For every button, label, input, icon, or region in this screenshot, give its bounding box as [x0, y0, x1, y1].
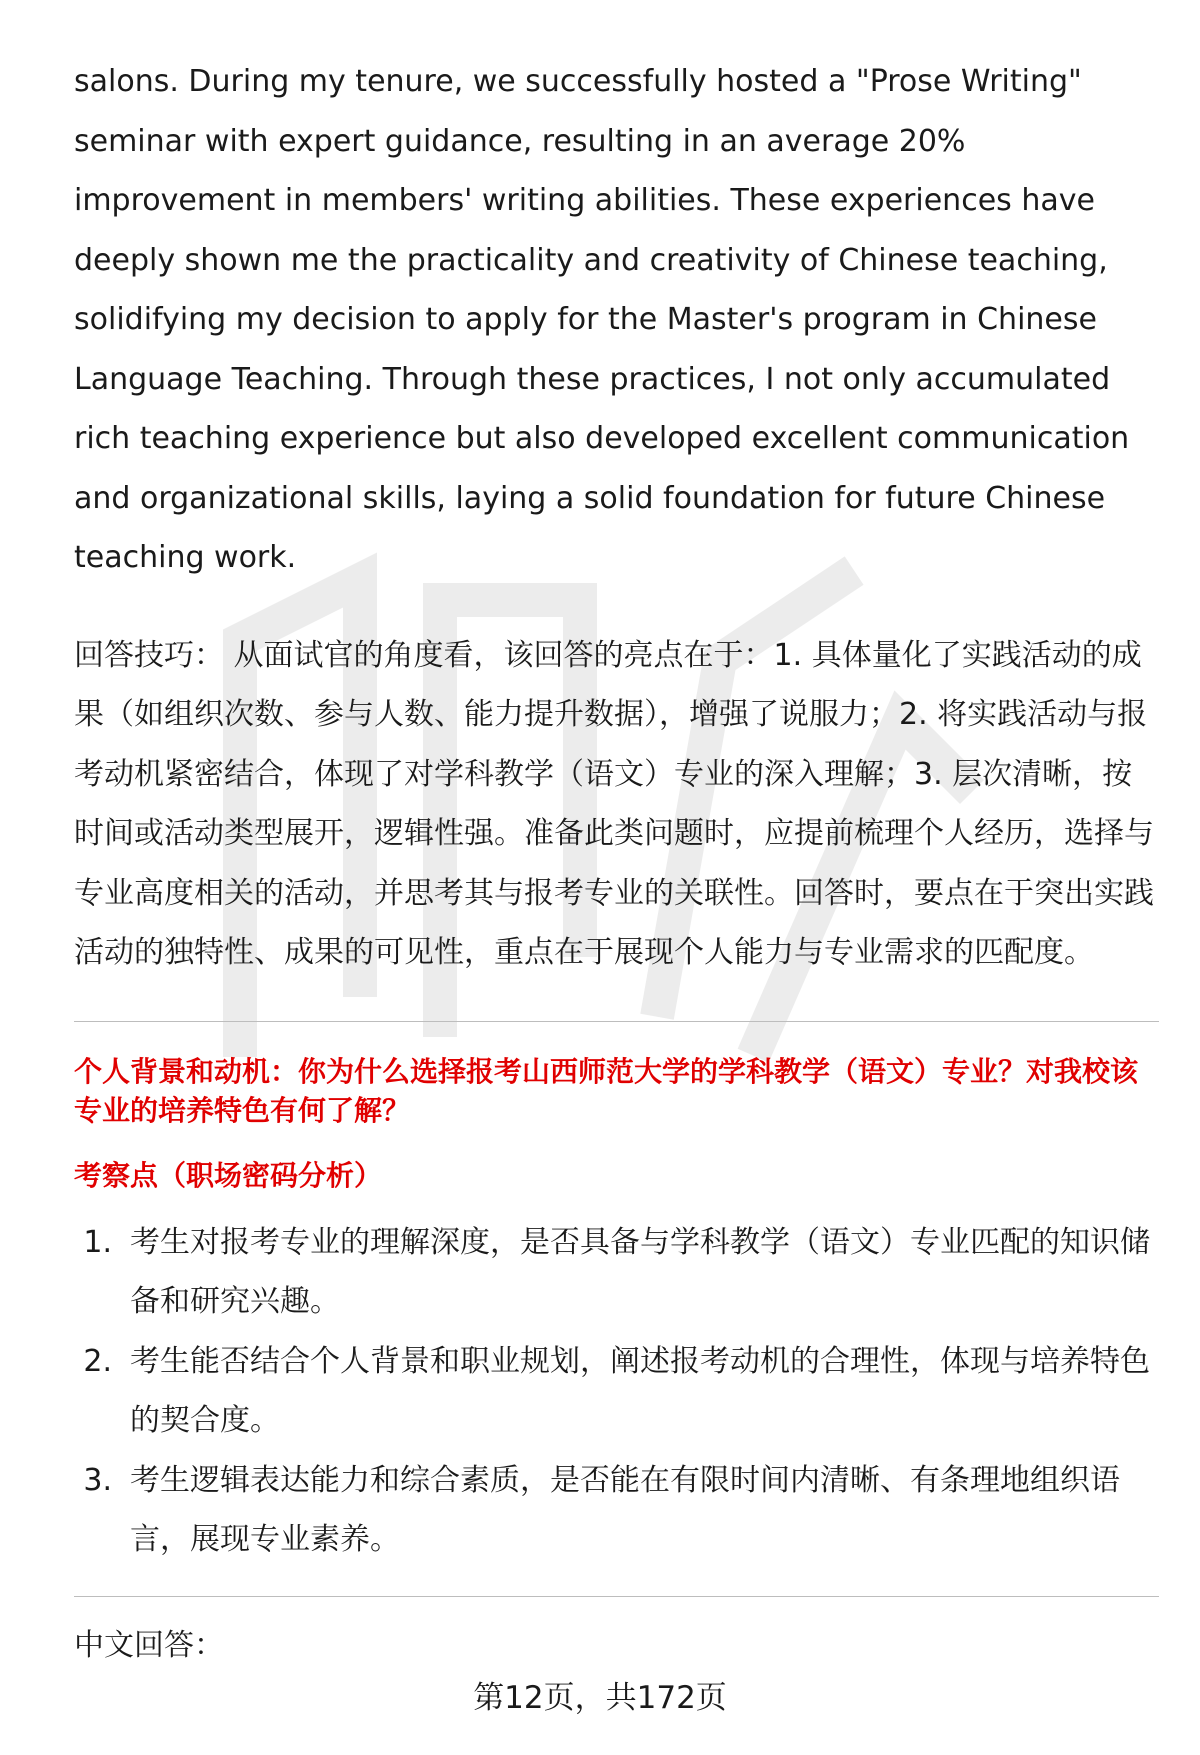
english-answer-paragraph: salons. During my tenure, we successfully hosted a "Prose Writing" seminar with expert guidance, resulting in an average 20% improvement in members' writing abilities. These experiences have deeply shown me the practicality and creativity of Chinese teaching, solidifying my decision to apply for the Master's program in Chinese Language Teaching. Through these practices, I not only accumulated rich teaching experience but also developed excellent communication and organizational skills, laying a solid foundation for future Chinese teaching work. [74, 64, 1130, 575]
document-page [74, 52, 1159, 1671]
list-item-number: 3. [83, 1462, 112, 1498]
list-item-text: 考生能否结合个人背景和职业规划，阐述报考动机的合理性，体现与培养特色的契合度。 [130, 1343, 1150, 1438]
answer-tip-paragraph: 回答技巧： 从面试官的角度看，该回答的亮点在于：1. 具体量化了实践活动的成果（如组织次数、参与人数、能力提升数据），增强了说服力；2. 将实践活动与报考动机紧密结合，体现了对学科教学（语文）专业的深入理解；3. 层次清晰，按时间或活动类型展开，逻辑性强。准备此类问题时，应提前梳理个人经历，选择与专业高度相关的活动，并思考其与报考专业的关联性。回答时，要点在于突出实践活动的独特性、成果的可见性，重点在于展现个人能力与专业需求的匹配度。 [74, 637, 1154, 970]
focus-points-list [74, 1213, 1159, 1570]
list-item [74, 1213, 1159, 1332]
chinese-answer-label: 中文回答： [74, 1627, 224, 1663]
page-number: 第12页，共172页 [473, 1680, 727, 1716]
list-item [74, 1451, 1159, 1570]
question-title: 个人背景和动机：你为什么选择报考山西师范大学的学科教学（语文）专业？对我校该专业的培养特色有何了解？ [74, 1054, 1139, 1127]
section-divider [74, 1596, 1159, 1597]
list-item-text: 考生逻辑表达能力和综合素质，是否能在有限时间内清晰、有条理地组织语言，展现专业素养。 [130, 1462, 1120, 1557]
list-item-number: 1. [83, 1224, 112, 1260]
list-item-text: 考生对报考专业的理解深度，是否具备与学科教学（语文）专业匹配的知识储备和研究兴趣。 [130, 1224, 1150, 1319]
section-divider [74, 1021, 1159, 1022]
focus-heading: 考察点（职场密码分析） [74, 1158, 383, 1192]
list-item [74, 1332, 1159, 1451]
list-item-number: 2. [83, 1343, 112, 1379]
